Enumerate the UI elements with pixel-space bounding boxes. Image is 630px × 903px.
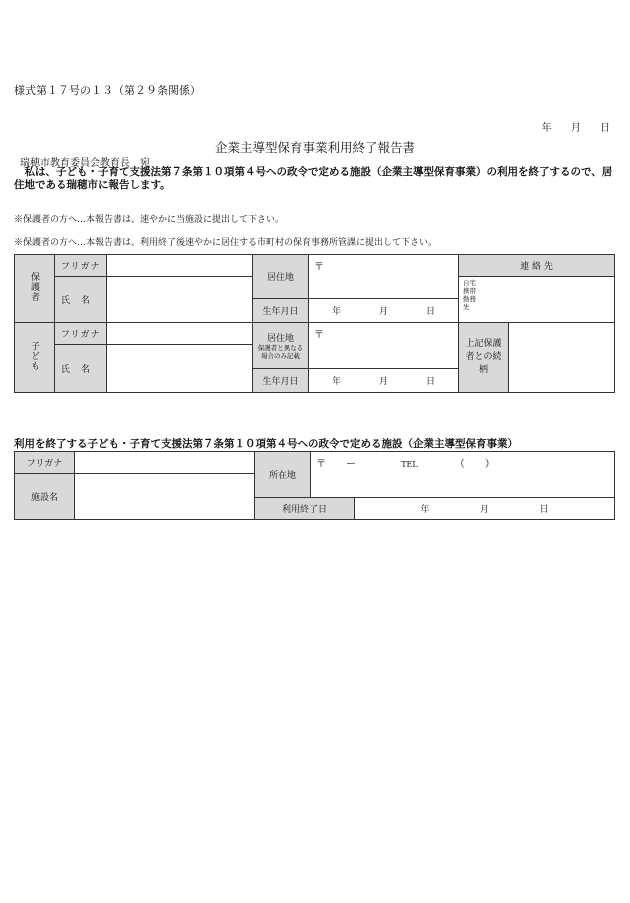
guardian-child-table xyxy=(14,254,615,393)
postal-mark: 〒 xyxy=(314,330,324,341)
guardian-furigana-label: フリガナ xyxy=(55,255,107,277)
child-name-field[interactable] xyxy=(107,345,253,393)
child-residence-note: 保護者と異なる場合のみ記載 xyxy=(257,344,304,360)
facility-location-field[interactable] xyxy=(311,452,615,498)
child-birthdate-label: 生年月日 xyxy=(253,369,309,393)
child-furigana-label: フリガナ xyxy=(55,323,107,345)
facility-location-label: 所在地 xyxy=(255,452,311,498)
child-birthdate-field[interactable] xyxy=(309,369,459,393)
child-furigana-field[interactable] xyxy=(107,323,253,345)
month-label: 月 xyxy=(479,505,489,515)
addressee: 瑞穂市教育委員会教育長 宛 xyxy=(20,158,150,169)
document-title: 企業主導型保育事業利用終了報告書 xyxy=(214,140,415,155)
year-label: 年 xyxy=(331,307,341,317)
guardian-label-cell xyxy=(15,255,55,323)
facility-furigana-field[interactable] xyxy=(75,452,255,474)
relationship-label: 上記保護者との続柄 xyxy=(459,323,509,393)
guardian-birthdate-label: 生年月日 xyxy=(253,299,309,323)
contact-mobile: 携帯 xyxy=(463,287,476,295)
year-label: 年 xyxy=(331,377,341,387)
postal-mark: 〒 xyxy=(314,262,324,273)
facility-postal: 〒 ー xyxy=(316,459,356,470)
child-residence-field[interactable] xyxy=(309,323,459,369)
note-facility: ※保護者の方へ…本報告書は、速やかに当施設に提出して下さい。 xyxy=(14,215,285,225)
child-label-cell xyxy=(15,323,55,393)
child-residence-title: 居住地 xyxy=(266,334,294,344)
child-label: 子ども xyxy=(29,341,39,371)
guardian-name-field[interactable] xyxy=(107,277,253,323)
guardian-birthdate-field[interactable] xyxy=(309,299,459,323)
end-date-label: 利用終了日 xyxy=(255,498,355,520)
report-date: 年 月 日 xyxy=(541,123,610,134)
facility-section-title: 利用を終了する子ども・子育て支援法第７条第１０項第４号への政令で定める施設（企業主導型保育事業） xyxy=(14,438,518,450)
facility-name-label: 施設名 xyxy=(15,474,75,520)
month-label: 月 xyxy=(378,307,388,317)
day-label: 日 xyxy=(425,307,435,317)
contact-home: 自宅 xyxy=(463,279,476,287)
facility-table xyxy=(14,451,615,520)
guardian-furigana-field[interactable] xyxy=(107,255,253,277)
contact-field[interactable] xyxy=(459,277,615,323)
guardian-residence-field[interactable] xyxy=(309,255,459,299)
contact-work: 勤務 xyxy=(463,295,476,303)
day-label: 日 xyxy=(425,377,435,387)
guardian-name-label: 氏 名 xyxy=(55,277,107,323)
guardian-label: 保護者 xyxy=(29,272,39,302)
form-number: 様式第１７号の１３（第２９条関係） xyxy=(14,84,201,97)
day-label: 日 xyxy=(539,505,549,515)
facility-name-field[interactable] xyxy=(75,474,255,520)
guardian-residence-label: 居住地 xyxy=(253,255,309,299)
contact-work-2: 先 xyxy=(463,303,470,311)
body-statement: 私は、子ども・子育て支援法第７条第１０項第４号への政令で定める施設（企業主導型保育事業）の利用を終了するので、居住地である瑞穂市に報告します。 xyxy=(14,166,613,191)
contact-header: 連 絡 先 xyxy=(459,255,615,277)
tel-paren: （ ） xyxy=(454,459,495,470)
month-label: 月 xyxy=(378,377,388,387)
child-name-label: 氏 名 xyxy=(55,345,107,393)
child-residence-label xyxy=(253,323,309,369)
note-municipality: ※保護者の方へ…本報告書は、利用終了後速やかに居住する市町村の保育事務所管課に提出して下さい。 xyxy=(14,238,438,248)
relationship-field[interactable] xyxy=(509,323,615,393)
tel-label: TEL xyxy=(401,460,418,469)
year-label: 年 xyxy=(420,505,430,515)
end-date-field[interactable] xyxy=(355,498,615,520)
facility-furigana-label: フリガナ xyxy=(15,452,75,474)
